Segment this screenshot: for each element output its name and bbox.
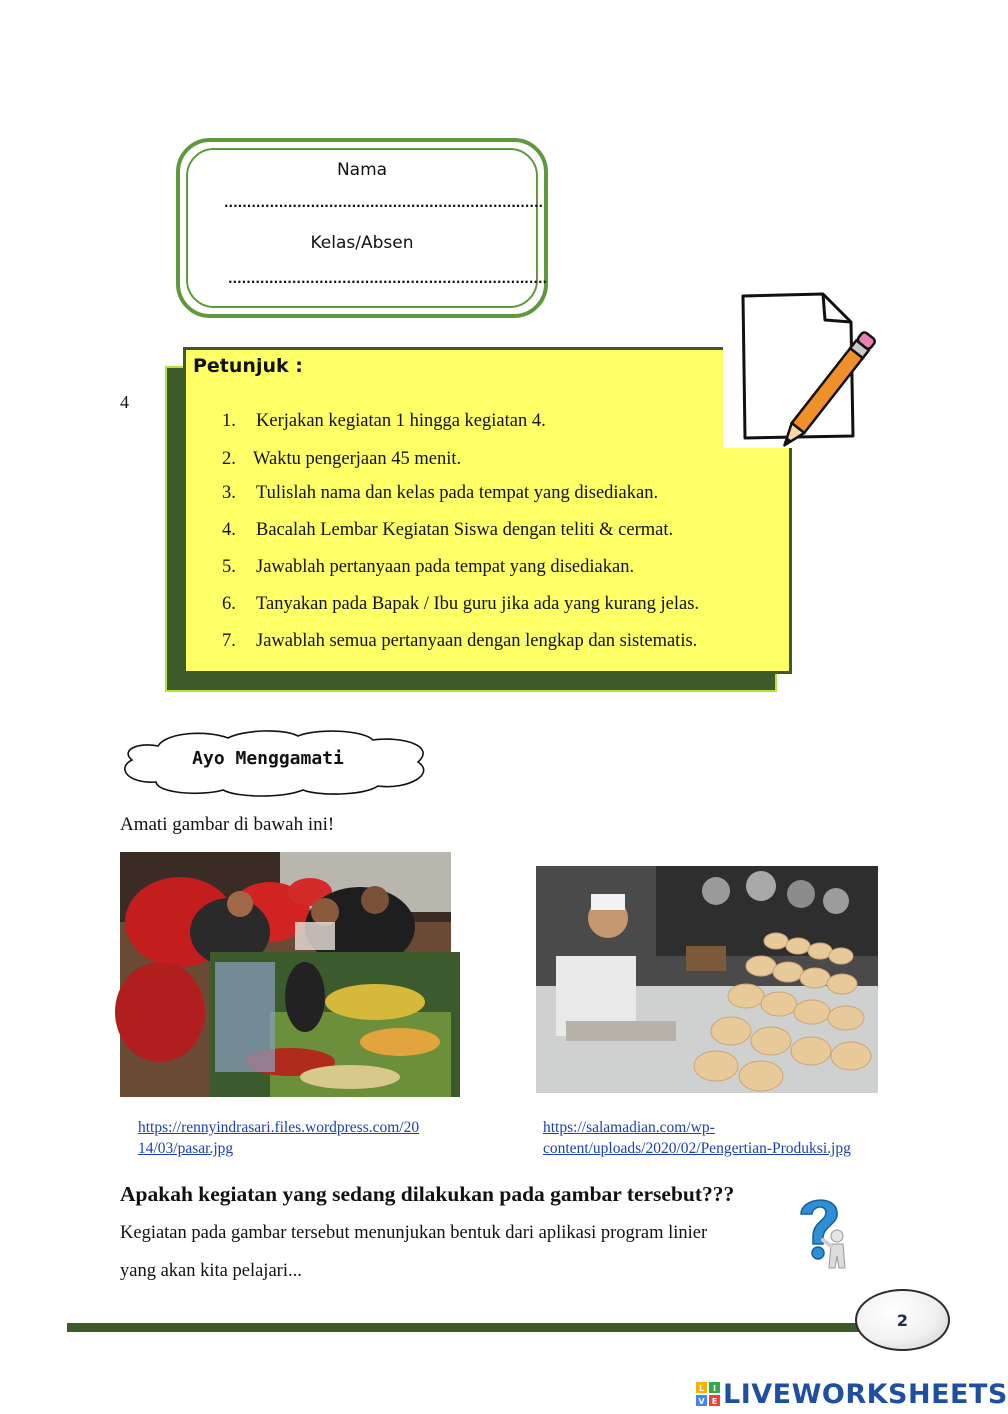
image-link-1-line1[interactable]: https://rennyindrasari.files.wordpress.com/20 bbox=[138, 1119, 420, 1136]
instruction-text: Waktu pengerjaan 45 menit. bbox=[253, 449, 462, 469]
instruction-number: 7. bbox=[222, 631, 236, 651]
footer-line bbox=[67, 1323, 867, 1332]
logo-letter: V bbox=[698, 1397, 705, 1406]
liveworksheets-logo bbox=[696, 1374, 1008, 1414]
image-link-2[interactable] bbox=[543, 1117, 851, 1159]
name-label: Nama bbox=[336, 160, 388, 180]
brand-name: LIVEWORKSHEETS bbox=[723, 1378, 1008, 1410]
question-mark-figure-icon bbox=[795, 1196, 855, 1274]
class-label: Kelas/Absen bbox=[310, 233, 414, 253]
instruction-number: 4. bbox=[222, 520, 236, 540]
name-field[interactable]: ...................................................................... bbox=[224, 196, 544, 210]
image-link-1-line2[interactable]: 14/03/pasar.jpg bbox=[138, 1140, 234, 1157]
question-heading: Apakah kegiatan yang sedang dilakukan pada gambar tersebut??? bbox=[120, 1182, 735, 1206]
page-number: 2 bbox=[855, 1289, 950, 1351]
instruction-text: Tulislah nama dan kelas pada tempat yang disediakan. bbox=[256, 483, 659, 503]
logo-letter: L bbox=[698, 1384, 705, 1393]
instruction-number: 5. bbox=[222, 557, 236, 577]
liveworksheets-logo-icon bbox=[696, 1382, 720, 1406]
answer-line-1: Kegiatan pada gambar tersebut menunjukan bentuk dari aplikasi program linier bbox=[120, 1223, 708, 1243]
paper-pencil-icon bbox=[723, 288, 883, 448]
instruction-title: Petunjuk : bbox=[193, 355, 303, 377]
instruction-text: Kerjakan kegiatan 1 hingga kegiatan 4. bbox=[256, 411, 546, 431]
instruction-item bbox=[222, 483, 658, 504]
observe-instruction: Amati gambar di bawah ini! bbox=[120, 814, 335, 835]
side-number: 4 bbox=[120, 392, 129, 412]
instruction-number: 1. bbox=[222, 411, 236, 431]
instruction-item bbox=[222, 557, 634, 578]
instruction-number: 3. bbox=[222, 483, 236, 503]
instruction-number: 2. bbox=[222, 449, 236, 469]
section-heading: Ayo Menggamati bbox=[192, 748, 344, 769]
instruction-item bbox=[222, 449, 461, 470]
instruction-text: Jawablah pertanyaan pada tempat yang disediakan. bbox=[256, 557, 635, 577]
image-link-2-line2[interactable]: content/uploads/2020/02/Pengertian-Produksi.jpg bbox=[543, 1140, 851, 1157]
instruction-number: 6. bbox=[222, 594, 236, 614]
instruction-item bbox=[222, 520, 673, 541]
logo-letter: I bbox=[713, 1384, 716, 1393]
instruction-text: Bacalah Lembar Kegiatan Siswa dengan teliti & cermat. bbox=[256, 520, 674, 540]
instruction-item bbox=[222, 594, 699, 615]
image-link-1[interactable] bbox=[138, 1117, 419, 1159]
market-photo bbox=[120, 852, 451, 1097]
bakery-photo bbox=[536, 866, 878, 1093]
instruction-text: Tanyakan pada Bapak / Ibu guru jika ada yang kurang jelas. bbox=[256, 594, 700, 614]
class-field[interactable]: ...................................................................... bbox=[228, 272, 548, 286]
instruction-item bbox=[222, 631, 697, 652]
instruction-panel bbox=[183, 347, 792, 674]
instruction-item bbox=[222, 411, 546, 432]
image-link-2-line1[interactable]: https://salamadian.com/wp- bbox=[543, 1119, 715, 1136]
answer-line-2: yang akan kita pelajari... bbox=[120, 1261, 302, 1281]
logo-letter: E bbox=[711, 1397, 718, 1406]
instruction-text: Jawablah semua pertanyaan dengan lengkap dan sistematis. bbox=[256, 631, 698, 651]
